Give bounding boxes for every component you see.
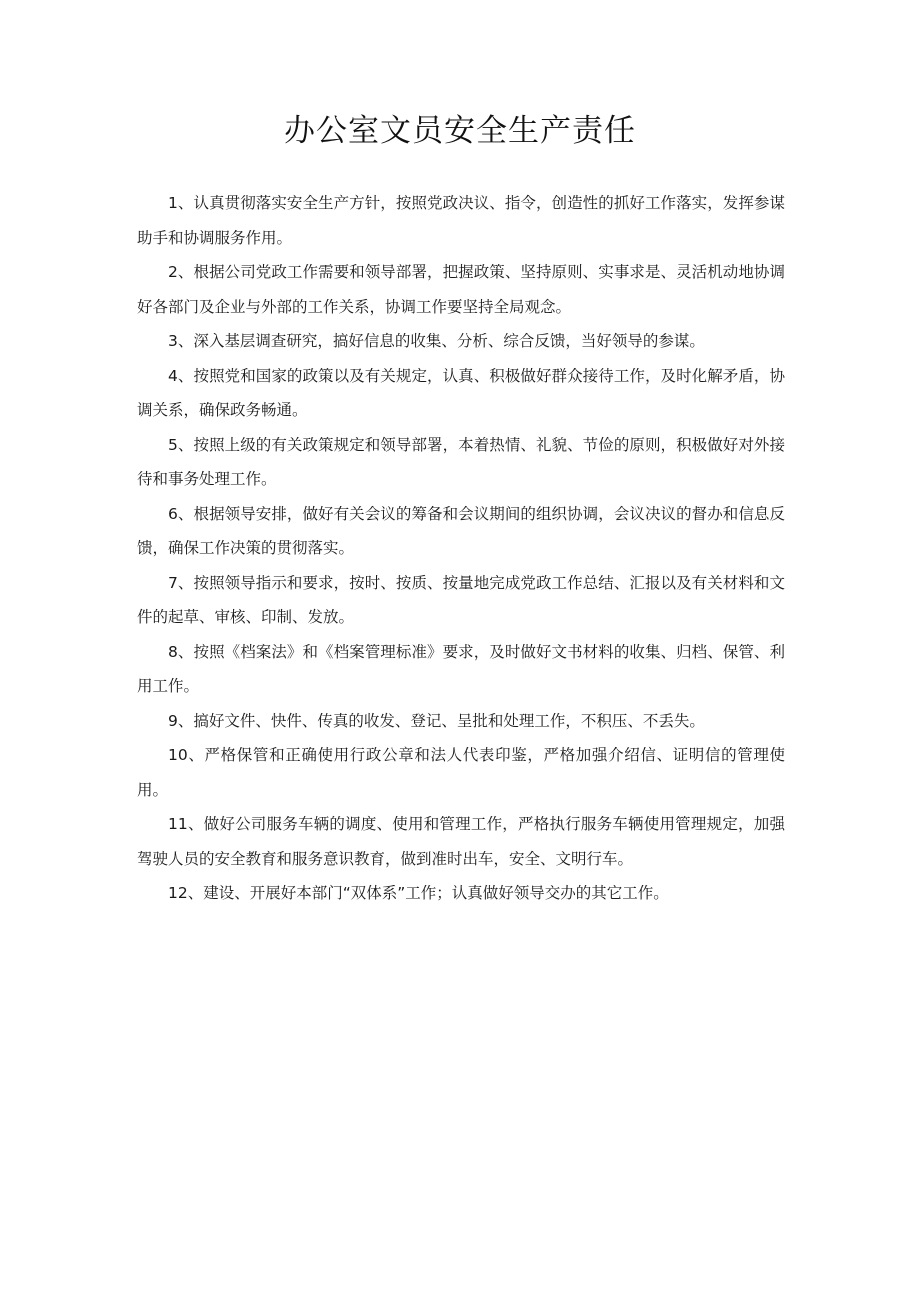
- document-body: [137, 186, 785, 911]
- document-title: 办公室文员安全生产责任: [284, 113, 636, 149]
- paragraph-item-8: 8、按照《档案法》和《档案管理标准》要求，及时做好文书材料的收集、归档、保管、利用工作。: [137, 642, 785, 695]
- paragraph-item-9: 9、搞好文件、快件、传真的收发、登记、呈批和处理工作，不积压、不丢失。: [168, 711, 705, 730]
- paragraph-item-2: 2、根据公司党政工作需要和领导部署，把握政策、坚持原则、实事求是、灵活机动地协调好各部门及企业与外部的工作关系，协调工作要坚持全局观念。: [137, 263, 785, 316]
- paragraph-item-10: 10、严格保管和正确使用行政公章和法人代表印鉴，严格加强介绍信、证明信的管理使用。: [137, 746, 785, 799]
- paragraph-item-5: 5、按照上级的有关政策规定和领导部署，本着热情、礼貌、节俭的原则，积极做好对外接待和事务处理工作。: [137, 435, 785, 488]
- paragraph-item-6: 6、根据领导安排，做好有关会议的筹备和会议期间的组织协调，会议决议的督办和信息反馈，确保工作决策的贯彻落实。: [137, 504, 785, 557]
- paragraph-item-11: 11、做好公司服务车辆的调度、使用和管理工作，严格执行服务车辆使用管理规定，加强驾驶人员的安全教育和服务意识教育，做到准时出车，安全、文明行车。: [137, 815, 785, 868]
- paragraph-item-3: 3、深入基层调查研究，搞好信息的收集、分析、综合反馈，当好领导的参谋。: [168, 332, 705, 350]
- paragraph-item-12: 12、建设、开展好本部门“双体系”工作；认真做好领导交办的其它工作。: [168, 884, 669, 902]
- paragraph-item-4: 4、按照党和国家的政策以及有关规定，认真、积极做好群众接待工作，及时化解矛盾，协调关系，确保政务畅通。: [137, 366, 785, 419]
- paragraph-item-7: 7、按照领导指示和要求，按时、按质、按量地完成党政工作总结、汇报以及有关材料和文件的起草、审核、印制、发放。: [137, 573, 785, 626]
- paragraph-item-1: 1、认真贯彻落实安全生产方针，按照党政决议、指令，创造性的抓好工作落实，发挥参谋助手和协调服务作用。: [137, 194, 785, 247]
